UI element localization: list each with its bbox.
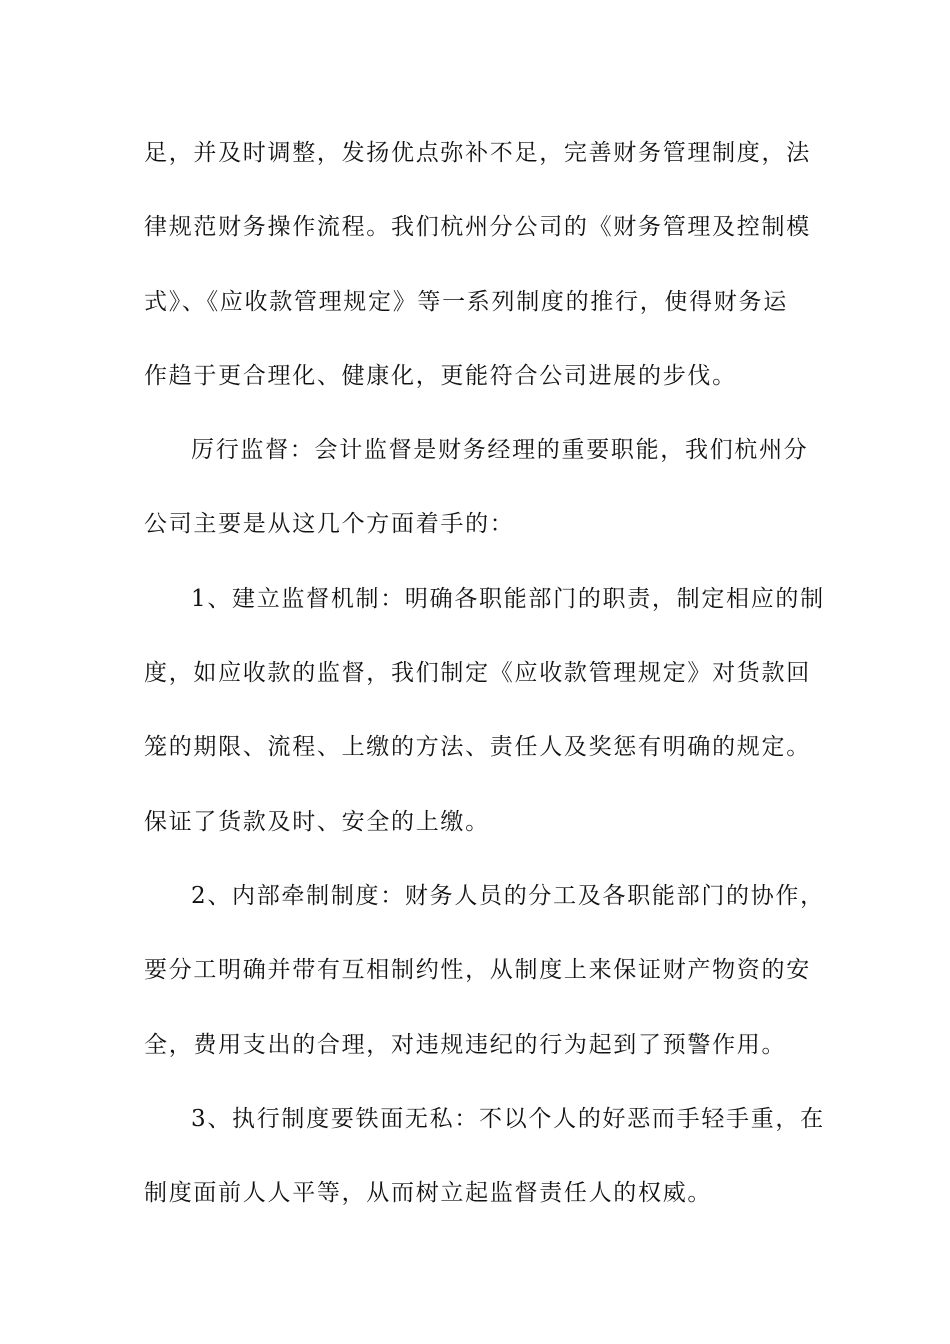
text-line: 式》、《应收款管理规定》等一系列制度的推行，使得财务运 — [144, 288, 788, 315]
document-body — [144, 128, 825, 1242]
text-line: 要分工明确并带有互相制约性，从制度上来保证财产物资的安 — [144, 957, 811, 984]
text-line: 制度面前人人平等，从而树立起监督责任人的权威。 — [144, 1180, 713, 1207]
text-line: 全，费用支出的合理，对违规违纪的行为起到了预警作用。 — [144, 1031, 787, 1058]
list-item-2-start: 2、内部牵制制度：财务人员的分工及各职能部门的协作， — [191, 882, 825, 909]
text-line: 足，并及时调整，发扬优点弥补不足，完善财务管理制度，法 — [144, 140, 811, 166]
list-item-3-start: 3、执行制度要铁面无私：不以个人的好恶而手轻手重，在 — [191, 1105, 825, 1132]
text-line: 保证了货款及时、安全的上缴。 — [144, 808, 490, 835]
paragraph-start-line: 厉行监督：会计监督是财务经理的重要职能，我们杭州分 — [191, 437, 809, 464]
text-line: 度，如应收款的监督，我们制定《应收款管理规定》对货款回 — [144, 660, 811, 687]
text-line: 律规范财务操作流程。我们杭州分公司的《财务管理及控制模 — [144, 214, 811, 241]
text-line: 笼的期限、流程、上缴的方法、责任人及奖惩有明确的规定。 — [144, 734, 811, 761]
text-line: 公司主要是从这几个方面着手的： — [144, 511, 515, 538]
text-line: 作趋于更合理化、健康化，更能符合公司进展的步伐。 — [144, 362, 737, 389]
list-item-1-start: 1、建立监督机制：明确各职能部门的职责，制定相应的制 — [191, 585, 825, 612]
